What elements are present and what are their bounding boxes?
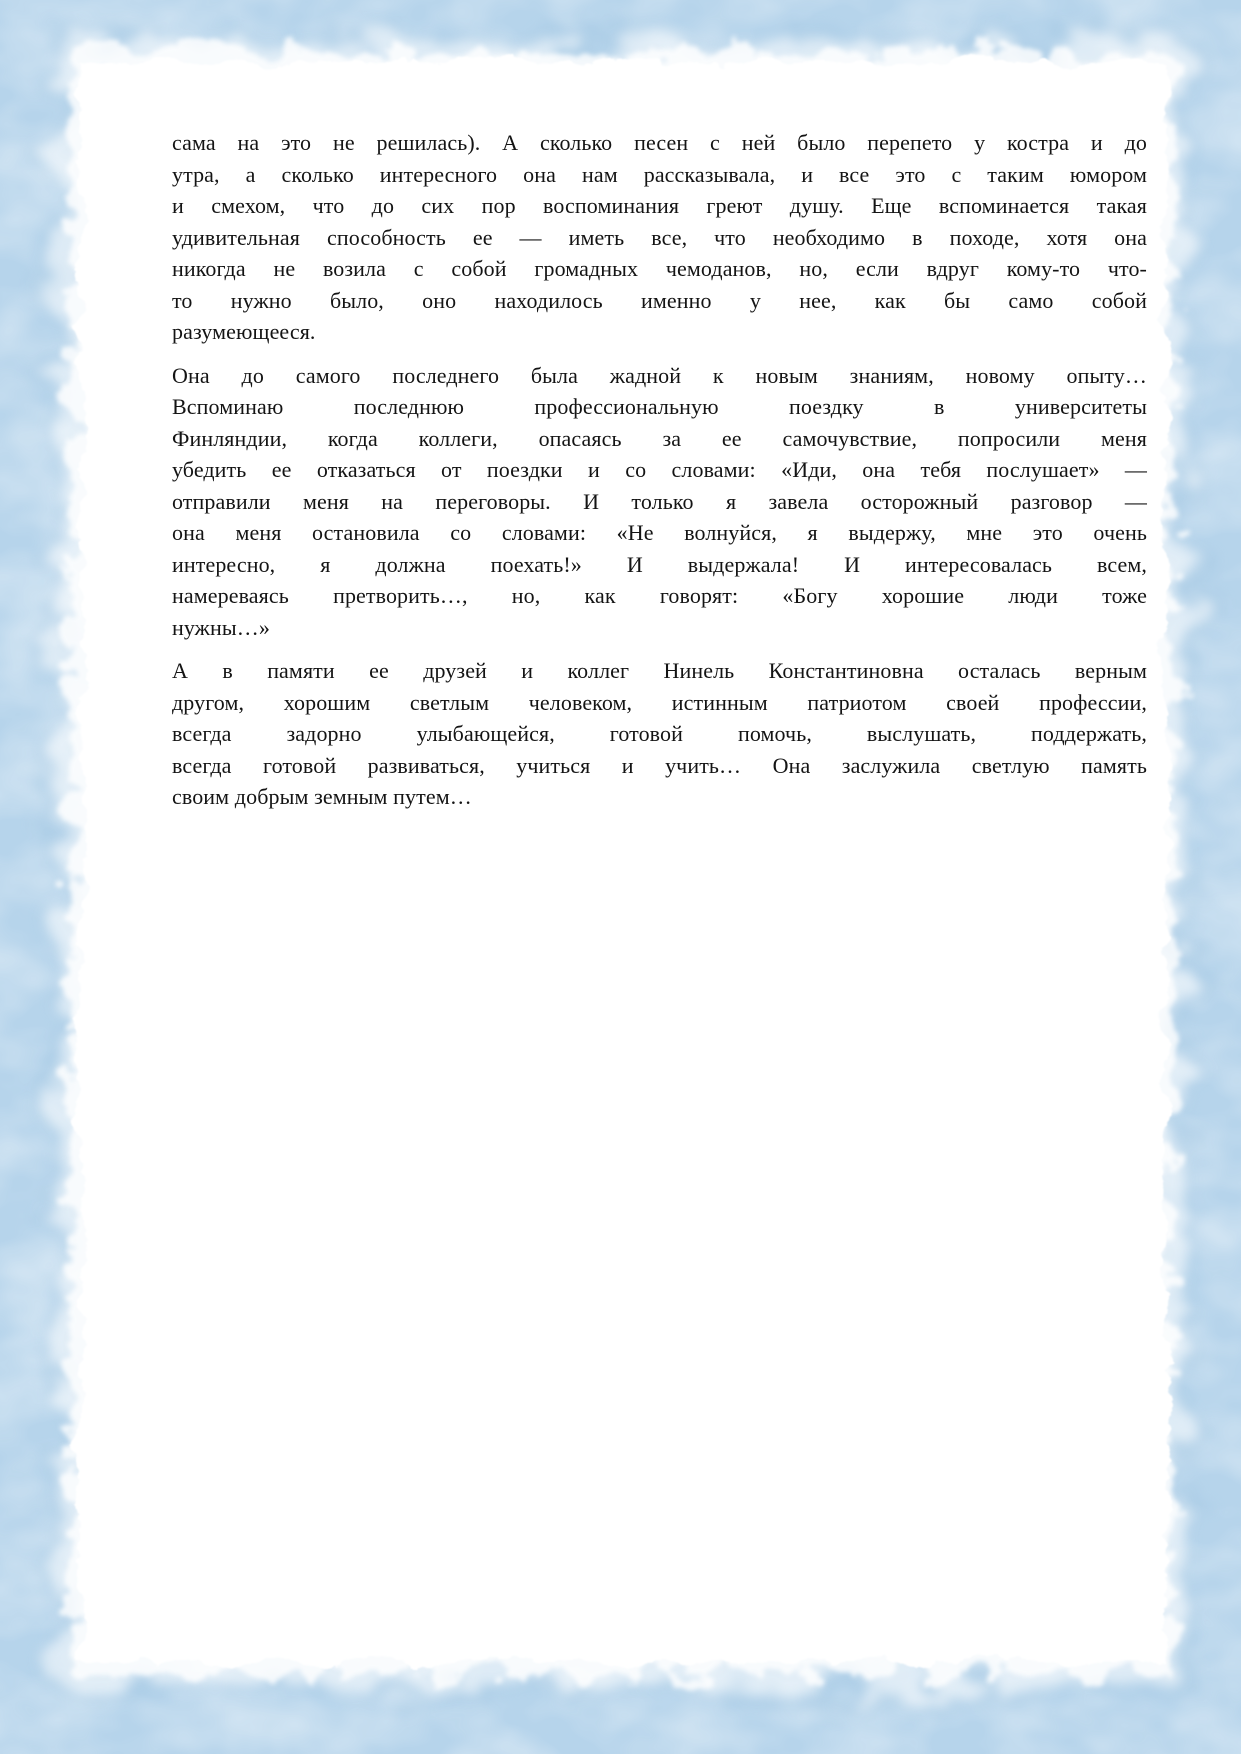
text-line: интересно, я должна поехать!» И выдержала! И интересовалась всем, [172, 551, 1147, 577]
text-line: никогда не возила с собой громадных чемоданов, но, если вдруг кому-то что- [172, 256, 1147, 281]
text-line: отправили меня на переговоры. И только я завела осторожный разговор — [172, 488, 1147, 514]
text-line: убедить ее отказаться от поездки и со словами: «Иди, она тебя послушает» — [172, 457, 1147, 482]
text-line: Вспоминаю последнюю профессиональную поездку в университеты [172, 394, 1147, 419]
text-line: утра, а сколько интересного она нам рассказывала, и все это с таким юмором [172, 161, 1147, 187]
text-line: другом, хорошим светлым человеком, истинным патриотом своей профессии, [172, 689, 1147, 715]
text-line: всегда готовой развиваться, учиться и учить… Она заслужила светлую память [172, 752, 1147, 778]
text-line: Финляндии, когда коллеги, опасаясь за ее самочувствие, попросили меня [172, 425, 1147, 451]
text-line: и смехом, что до сих пор воспоминания греют душу. Еще вспоминается такая [172, 193, 1147, 218]
text-line: А в памяти ее друзей и коллег Нинель Константиновна осталась верным [172, 658, 1147, 683]
text-line: намереваясь претворить…, но, как говорят: «Богу хорошие люди тоже [172, 583, 1147, 608]
text-line: она меня остановила со словами: «Не волнуйся, я выдержу, мне это очень [172, 520, 1147, 545]
paragraph-3 [172, 655, 1147, 813]
paragraph-2 [172, 360, 1147, 644]
text-line: своим добрым земным путем… [172, 784, 472, 809]
text-line: разумеющееся. [172, 319, 316, 344]
memorial-text [172, 127, 1147, 813]
text-line: Она до самого последнего была жадной к новым знаниям, новому опыту… [172, 362, 1147, 388]
text-line: сама на это не решилась). А сколько песен с ней было перепето у костра и до [172, 130, 1147, 155]
text-line: то нужно было, оно находилось именно у нее, как бы само собой [172, 287, 1147, 313]
text-line: всегда задорно улыбающейся, готовой помочь, выслушать, поддержать, [172, 721, 1147, 746]
text-line: нужны…» [172, 614, 270, 640]
paragraph-1 [172, 127, 1147, 348]
text-line: удивительная способность ее — иметь все, что необходимо в походе, хотя она [172, 224, 1147, 250]
